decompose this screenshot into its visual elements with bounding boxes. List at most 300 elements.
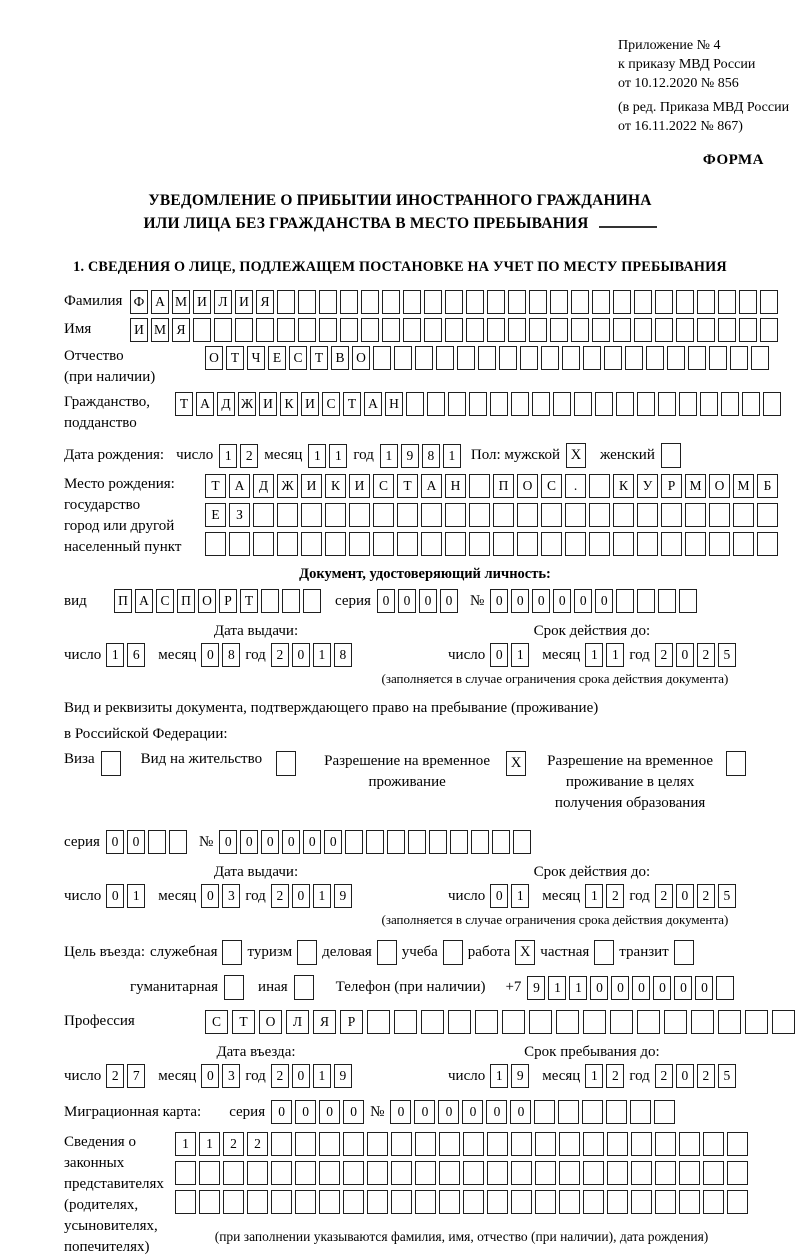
citizenship-cell[interactable] — [763, 392, 781, 416]
surname-cell[interactable] — [424, 290, 442, 314]
purpose-work-checkbox[interactable]: X — [515, 940, 535, 965]
patronymic-cell[interactable]: С — [289, 346, 307, 370]
staydoc-number-cell[interactable]: 0 — [240, 830, 258, 854]
birthplace-cell[interactable]: М — [733, 474, 754, 498]
representative-cell[interactable] — [415, 1132, 436, 1156]
birthplace-cell[interactable] — [301, 503, 322, 527]
entry-month-cell[interactable]: 0 — [201, 1064, 219, 1088]
birthplace-cell[interactable] — [349, 503, 370, 527]
representative-cell[interactable] — [391, 1190, 412, 1214]
issue-year-cell[interactable]: 2 — [271, 643, 289, 667]
patronymic-cell[interactable]: О — [352, 346, 370, 370]
birthplace-cell[interactable]: М — [685, 474, 706, 498]
birthplace-cell[interactable] — [757, 503, 778, 527]
staydoc-number-cell[interactable] — [492, 830, 510, 854]
issue-year-cell[interactable]: 9 — [334, 884, 352, 908]
representative-cell[interactable] — [271, 1161, 292, 1185]
firstname-cell[interactable] — [760, 318, 778, 342]
firstname-cell[interactable] — [634, 318, 652, 342]
representative-cell[interactable] — [583, 1132, 604, 1156]
temp-residence-checkbox[interactable]: X — [506, 751, 526, 776]
profession-cell[interactable] — [718, 1010, 741, 1034]
residence-permit-checkbox[interactable] — [276, 751, 296, 776]
representative-cell[interactable] — [655, 1132, 676, 1156]
issue-year-cell[interactable]: 0 — [292, 884, 310, 908]
surname-cell[interactable] — [592, 290, 610, 314]
citizenship-cell[interactable]: А — [196, 392, 214, 416]
birthplace-cell[interactable] — [565, 532, 586, 556]
doc-number-cell[interactable] — [679, 589, 697, 613]
birthplace-cell[interactable] — [637, 532, 658, 556]
issue-year-cell[interactable]: 1 — [313, 884, 331, 908]
firstname-cell[interactable] — [655, 318, 673, 342]
surname-cell[interactable] — [319, 290, 337, 314]
surname-cell[interactable] — [277, 290, 295, 314]
profession-cell[interactable] — [367, 1010, 390, 1034]
birthplace-cell[interactable]: Д — [253, 474, 274, 498]
birthplace-cell[interactable] — [685, 503, 706, 527]
purpose-tourism-checkbox[interactable] — [297, 940, 317, 965]
citizenship-cell[interactable] — [637, 392, 655, 416]
citizenship-cell[interactable] — [700, 392, 718, 416]
expiry-month-cell[interactable]: 2 — [606, 884, 624, 908]
birthplace-cell[interactable] — [637, 503, 658, 527]
surname-cell[interactable] — [529, 290, 547, 314]
representative-cell[interactable] — [535, 1132, 556, 1156]
citizenship-cell[interactable] — [595, 392, 613, 416]
birthplace-cell[interactable]: Б — [757, 474, 778, 498]
staydoc-number-cell[interactable] — [345, 830, 363, 854]
surname-cell[interactable] — [613, 290, 631, 314]
birth-month-cell[interactable]: 1 — [329, 444, 347, 468]
birthplace-cell[interactable]: Ж — [277, 474, 298, 498]
firstname-cell[interactable] — [382, 318, 400, 342]
representative-cell[interactable] — [511, 1190, 532, 1214]
sex-female-checkbox[interactable] — [661, 443, 681, 468]
representative-cell[interactable] — [583, 1161, 604, 1185]
staydoc-number-cell[interactable] — [366, 830, 384, 854]
birthplace-cell[interactable]: О — [517, 474, 538, 498]
birthplace-cell[interactable]: К — [325, 474, 346, 498]
profession-cell[interactable] — [556, 1010, 579, 1034]
representative-cell[interactable] — [487, 1161, 508, 1185]
representative-cell[interactable] — [607, 1161, 628, 1185]
citizenship-cell[interactable]: И — [301, 392, 319, 416]
representative-cell[interactable] — [559, 1132, 580, 1156]
representative-cell[interactable] — [175, 1190, 196, 1214]
firstname-cell[interactable] — [508, 318, 526, 342]
representative-cell[interactable] — [247, 1190, 268, 1214]
firstname-cell[interactable]: М — [151, 318, 169, 342]
profession-cell[interactable] — [448, 1010, 471, 1034]
doc-series-cell[interactable]: 0 — [398, 589, 416, 613]
birthplace-cell[interactable]: С — [541, 474, 562, 498]
birthplace-cell[interactable] — [661, 503, 682, 527]
profession-cell[interactable] — [475, 1010, 498, 1034]
patronymic-cell[interactable]: Е — [268, 346, 286, 370]
migcard-number-cell[interactable]: 0 — [462, 1100, 483, 1124]
firstname-cell[interactable] — [466, 318, 484, 342]
patronymic-cell[interactable] — [604, 346, 622, 370]
representative-cell[interactable] — [319, 1161, 340, 1185]
purpose-private-checkbox[interactable] — [594, 940, 614, 965]
citizenship-cell[interactable] — [511, 392, 529, 416]
birthplace-cell[interactable] — [757, 532, 778, 556]
representative-cell[interactable] — [535, 1161, 556, 1185]
birthplace-cell[interactable]: И — [301, 474, 322, 498]
staydoc-number-cell[interactable] — [408, 830, 426, 854]
birthplace-cell[interactable] — [253, 503, 274, 527]
patronymic-cell[interactable] — [415, 346, 433, 370]
firstname-cell[interactable] — [739, 318, 757, 342]
citizenship-cell[interactable]: А — [364, 392, 382, 416]
profession-cell[interactable]: Р — [340, 1010, 363, 1034]
expiry-day-cell[interactable]: 1 — [511, 643, 529, 667]
surname-cell[interactable]: Я — [256, 290, 274, 314]
doc-kind-cell[interactable]: А — [135, 589, 153, 613]
stay-day-cell[interactable]: 1 — [490, 1064, 508, 1088]
surname-cell[interactable] — [382, 290, 400, 314]
doc-number-cell[interactable]: 0 — [553, 589, 571, 613]
migcard-number-cell[interactable]: 0 — [414, 1100, 435, 1124]
purpose-other-checkbox[interactable] — [294, 975, 314, 1000]
citizenship-cell[interactable]: К — [280, 392, 298, 416]
representative-cell[interactable] — [607, 1190, 628, 1214]
profession-cell[interactable] — [421, 1010, 444, 1034]
representative-cell[interactable] — [295, 1190, 316, 1214]
doc-kind-cell[interactable] — [261, 589, 279, 613]
temp-residence-edu-checkbox[interactable] — [726, 751, 746, 776]
staydoc-number-cell[interactable] — [513, 830, 531, 854]
migcard-series-cell[interactable]: 0 — [319, 1100, 340, 1124]
patronymic-cell[interactable]: Т — [226, 346, 244, 370]
birthplace-cell[interactable]: Р — [661, 474, 682, 498]
birth-year-cell[interactable]: 1 — [443, 444, 461, 468]
firstname-cell[interactable] — [529, 318, 547, 342]
staydoc-series-cell[interactable]: 0 — [127, 830, 145, 854]
representative-cell[interactable] — [727, 1132, 748, 1156]
migcard-number-cell[interactable]: 0 — [390, 1100, 411, 1124]
birth-day-cell[interactable]: 2 — [240, 444, 258, 468]
doc-number-cell[interactable]: 0 — [595, 589, 613, 613]
representative-cell[interactable] — [631, 1161, 652, 1185]
citizenship-cell[interactable] — [553, 392, 571, 416]
representative-cell[interactable] — [439, 1132, 460, 1156]
doc-number-cell[interactable]: 0 — [490, 589, 508, 613]
surname-cell[interactable] — [445, 290, 463, 314]
patronymic-cell[interactable] — [730, 346, 748, 370]
patronymic-cell[interactable] — [394, 346, 412, 370]
phone-digit-cell[interactable]: 0 — [674, 976, 692, 1000]
expiry-day-cell[interactable]: 1 — [511, 884, 529, 908]
doc-series-cell[interactable]: 0 — [377, 589, 395, 613]
doc-kind-cell[interactable]: Р — [219, 589, 237, 613]
citizenship-cell[interactable] — [448, 392, 466, 416]
issue-month-cell[interactable]: 8 — [222, 643, 240, 667]
representative-cell[interactable]: 2 — [223, 1132, 244, 1156]
profession-cell[interactable] — [529, 1010, 552, 1034]
birthplace-cell[interactable] — [253, 532, 274, 556]
representative-cell[interactable] — [343, 1161, 364, 1185]
representative-cell[interactable] — [487, 1132, 508, 1156]
birthplace-cell[interactable]: П — [493, 474, 514, 498]
representative-cell[interactable] — [679, 1161, 700, 1185]
patronymic-cell[interactable]: Т — [310, 346, 328, 370]
birthplace-cell[interactable]: С — [373, 474, 394, 498]
phone-digit-cell[interactable]: 0 — [632, 976, 650, 1000]
citizenship-cell[interactable] — [427, 392, 445, 416]
citizenship-cell[interactable] — [679, 392, 697, 416]
surname-cell[interactable]: И — [193, 290, 211, 314]
birthplace-cell[interactable] — [301, 532, 322, 556]
citizenship-cell[interactable]: Т — [175, 392, 193, 416]
expiry-year-cell[interactable]: 5 — [718, 643, 736, 667]
phone-digit-cell[interactable]: 0 — [611, 976, 629, 1000]
representative-cell[interactable] — [463, 1190, 484, 1214]
representative-cell[interactable] — [391, 1161, 412, 1185]
citizenship-cell[interactable] — [406, 392, 424, 416]
surname-cell[interactable] — [697, 290, 715, 314]
profession-cell[interactable]: О — [259, 1010, 282, 1034]
firstname-cell[interactable]: Я — [172, 318, 190, 342]
citizenship-cell[interactable]: И — [259, 392, 277, 416]
expiry-day-cell[interactable]: 0 — [490, 884, 508, 908]
firstname-cell[interactable] — [487, 318, 505, 342]
patronymic-cell[interactable] — [709, 346, 727, 370]
patronymic-cell[interactable] — [751, 346, 769, 370]
firstname-cell[interactable] — [697, 318, 715, 342]
birthplace-cell[interactable] — [589, 474, 610, 498]
doc-number-cell[interactable]: 0 — [574, 589, 592, 613]
migcard-number-cell[interactable]: 0 — [486, 1100, 507, 1124]
representative-cell[interactable] — [319, 1190, 340, 1214]
patronymic-cell[interactable] — [688, 346, 706, 370]
birthplace-cell[interactable] — [421, 503, 442, 527]
doc-series-cell[interactable]: 0 — [440, 589, 458, 613]
doc-kind-cell[interactable]: П — [177, 589, 195, 613]
firstname-cell[interactable] — [592, 318, 610, 342]
firstname-cell[interactable] — [550, 318, 568, 342]
citizenship-cell[interactable] — [469, 392, 487, 416]
patronymic-cell[interactable]: О — [205, 346, 223, 370]
entry-day-cell[interactable]: 2 — [106, 1064, 124, 1088]
migcard-number-cell[interactable] — [606, 1100, 627, 1124]
representative-cell[interactable] — [631, 1190, 652, 1214]
surname-cell[interactable] — [361, 290, 379, 314]
representative-cell[interactable] — [583, 1190, 604, 1214]
staydoc-number-cell[interactable]: 0 — [303, 830, 321, 854]
birthplace-cell[interactable]: А — [229, 474, 250, 498]
birthplace-cell[interactable] — [445, 532, 466, 556]
entry-day-cell[interactable]: 7 — [127, 1064, 145, 1088]
surname-cell[interactable]: Л — [214, 290, 232, 314]
birth-year-cell[interactable]: 8 — [422, 444, 440, 468]
birthplace-cell[interactable] — [325, 503, 346, 527]
patronymic-cell[interactable]: В — [331, 346, 349, 370]
surname-cell[interactable] — [571, 290, 589, 314]
profession-cell[interactable] — [637, 1010, 660, 1034]
birthplace-cell[interactable]: . — [565, 474, 586, 498]
firstname-cell[interactable] — [403, 318, 421, 342]
staydoc-number-cell[interactable]: 0 — [219, 830, 237, 854]
patronymic-cell[interactable] — [478, 346, 496, 370]
doc-number-cell[interactable]: 0 — [511, 589, 529, 613]
purpose-business-checkbox[interactable] — [377, 940, 397, 965]
birthplace-cell[interactable] — [469, 474, 490, 498]
profession-cell[interactable] — [502, 1010, 525, 1034]
birthplace-cell[interactable] — [493, 532, 514, 556]
representative-cell[interactable] — [487, 1190, 508, 1214]
entry-year-cell[interactable]: 2 — [271, 1064, 289, 1088]
migcard-number-cell[interactable] — [558, 1100, 579, 1124]
profession-cell[interactable] — [745, 1010, 768, 1034]
representative-cell[interactable] — [367, 1190, 388, 1214]
surname-cell[interactable] — [718, 290, 736, 314]
representative-cell[interactable]: 1 — [175, 1132, 196, 1156]
birthplace-cell[interactable] — [733, 503, 754, 527]
doc-kind-cell[interactable]: О — [198, 589, 216, 613]
doc-kind-cell[interactable]: С — [156, 589, 174, 613]
birthplace-cell[interactable]: Т — [205, 474, 226, 498]
entry-year-cell[interactable]: 0 — [292, 1064, 310, 1088]
birth-year-cell[interactable]: 1 — [380, 444, 398, 468]
birthplace-cell[interactable] — [589, 503, 610, 527]
issue-month-cell[interactable]: 0 — [201, 884, 219, 908]
citizenship-cell[interactable]: С — [322, 392, 340, 416]
phone-digit-cell[interactable]: 0 — [695, 976, 713, 1000]
birthplace-cell[interactable]: Н — [445, 474, 466, 498]
staydoc-number-cell[interactable] — [429, 830, 447, 854]
expiry-month-cell[interactable]: 1 — [585, 884, 603, 908]
doc-series-cell[interactable]: 0 — [419, 589, 437, 613]
surname-cell[interactable] — [466, 290, 484, 314]
birthplace-cell[interactable] — [685, 532, 706, 556]
firstname-cell[interactable] — [676, 318, 694, 342]
representative-cell[interactable]: 2 — [247, 1132, 268, 1156]
citizenship-cell[interactable] — [532, 392, 550, 416]
birthplace-cell[interactable] — [349, 532, 370, 556]
representative-cell[interactable] — [679, 1190, 700, 1214]
surname-cell[interactable]: М — [172, 290, 190, 314]
citizenship-cell[interactable] — [742, 392, 760, 416]
issue-year-cell[interactable]: 1 — [313, 643, 331, 667]
doc-kind-cell[interactable] — [282, 589, 300, 613]
doc-number-cell[interactable] — [637, 589, 655, 613]
representative-cell[interactable] — [727, 1190, 748, 1214]
patronymic-cell[interactable] — [562, 346, 580, 370]
entry-year-cell[interactable]: 9 — [334, 1064, 352, 1088]
doc-number-cell[interactable]: 0 — [532, 589, 550, 613]
surname-cell[interactable] — [634, 290, 652, 314]
staydoc-number-cell[interactable] — [471, 830, 489, 854]
surname-cell[interactable] — [508, 290, 526, 314]
staydoc-series-cell[interactable] — [169, 830, 187, 854]
firstname-cell[interactable] — [298, 318, 316, 342]
birthplace-cell[interactable] — [517, 503, 538, 527]
birthplace-cell[interactable] — [613, 503, 634, 527]
birthplace-cell[interactable] — [661, 532, 682, 556]
migcard-series-cell[interactable]: 0 — [343, 1100, 364, 1124]
purpose-study-checkbox[interactable] — [443, 940, 463, 965]
representative-cell[interactable] — [439, 1190, 460, 1214]
representative-cell[interactable] — [247, 1161, 268, 1185]
representative-cell[interactable] — [703, 1132, 724, 1156]
citizenship-cell[interactable] — [616, 392, 634, 416]
surname-cell[interactable] — [550, 290, 568, 314]
staydoc-number-cell[interactable]: 0 — [261, 830, 279, 854]
firstname-cell[interactable] — [256, 318, 274, 342]
sex-male-checkbox[interactable]: X — [566, 443, 586, 468]
birthplace-cell[interactable] — [373, 503, 394, 527]
issue-day-cell[interactable]: 1 — [127, 884, 145, 908]
patronymic-cell[interactable] — [583, 346, 601, 370]
birthplace-cell[interactable] — [277, 532, 298, 556]
patronymic-cell[interactable] — [457, 346, 475, 370]
birthplace-cell[interactable] — [229, 532, 250, 556]
representative-cell[interactable] — [703, 1190, 724, 1214]
surname-cell[interactable] — [739, 290, 757, 314]
birthplace-cell[interactable]: У — [637, 474, 658, 498]
representative-cell[interactable] — [271, 1190, 292, 1214]
purpose-transit-checkbox[interactable] — [674, 940, 694, 965]
representative-cell[interactable] — [391, 1132, 412, 1156]
issue-day-cell[interactable]: 0 — [106, 884, 124, 908]
surname-cell[interactable] — [340, 290, 358, 314]
citizenship-cell[interactable] — [721, 392, 739, 416]
surname-cell[interactable] — [676, 290, 694, 314]
migcard-number-cell[interactable] — [630, 1100, 651, 1124]
stay-month-cell[interactable]: 1 — [585, 1064, 603, 1088]
firstname-cell[interactable] — [235, 318, 253, 342]
representative-cell[interactable] — [463, 1132, 484, 1156]
representative-cell[interactable] — [607, 1132, 628, 1156]
purpose-official-checkbox[interactable] — [222, 940, 242, 965]
doc-kind-cell[interactable]: П — [114, 589, 132, 613]
representative-cell[interactable] — [295, 1132, 316, 1156]
birthplace-cell[interactable] — [325, 532, 346, 556]
representative-cell[interactable] — [223, 1161, 244, 1185]
birthplace-cell[interactable] — [277, 503, 298, 527]
birth-year-cell[interactable]: 9 — [401, 444, 419, 468]
expiry-year-cell[interactable]: 0 — [676, 884, 694, 908]
representative-cell[interactable] — [655, 1161, 676, 1185]
doc-kind-cell[interactable]: Т — [240, 589, 258, 613]
birthplace-cell[interactable] — [397, 532, 418, 556]
representative-cell[interactable]: 1 — [199, 1132, 220, 1156]
firstname-cell[interactable] — [571, 318, 589, 342]
representative-cell[interactable] — [343, 1190, 364, 1214]
profession-cell[interactable] — [772, 1010, 795, 1034]
patronymic-cell[interactable] — [667, 346, 685, 370]
phone-digit-cell[interactable]: 1 — [569, 976, 587, 1000]
profession-cell[interactable] — [664, 1010, 687, 1034]
representative-cell[interactable] — [655, 1190, 676, 1214]
profession-cell[interactable] — [583, 1010, 606, 1034]
firstname-cell[interactable] — [277, 318, 295, 342]
birthplace-cell[interactable] — [397, 503, 418, 527]
stay-year-cell[interactable]: 5 — [718, 1064, 736, 1088]
firstname-cell[interactable] — [718, 318, 736, 342]
expiry-year-cell[interactable]: 2 — [697, 643, 715, 667]
birth-day-cell[interactable]: 1 — [219, 444, 237, 468]
representative-cell[interactable] — [367, 1132, 388, 1156]
firstname-cell[interactable] — [319, 318, 337, 342]
citizenship-cell[interactable] — [658, 392, 676, 416]
representative-cell[interactable] — [319, 1132, 340, 1156]
citizenship-cell[interactable] — [574, 392, 592, 416]
expiry-year-cell[interactable]: 2 — [697, 884, 715, 908]
purpose-humanitarian-checkbox[interactable] — [224, 975, 244, 1000]
